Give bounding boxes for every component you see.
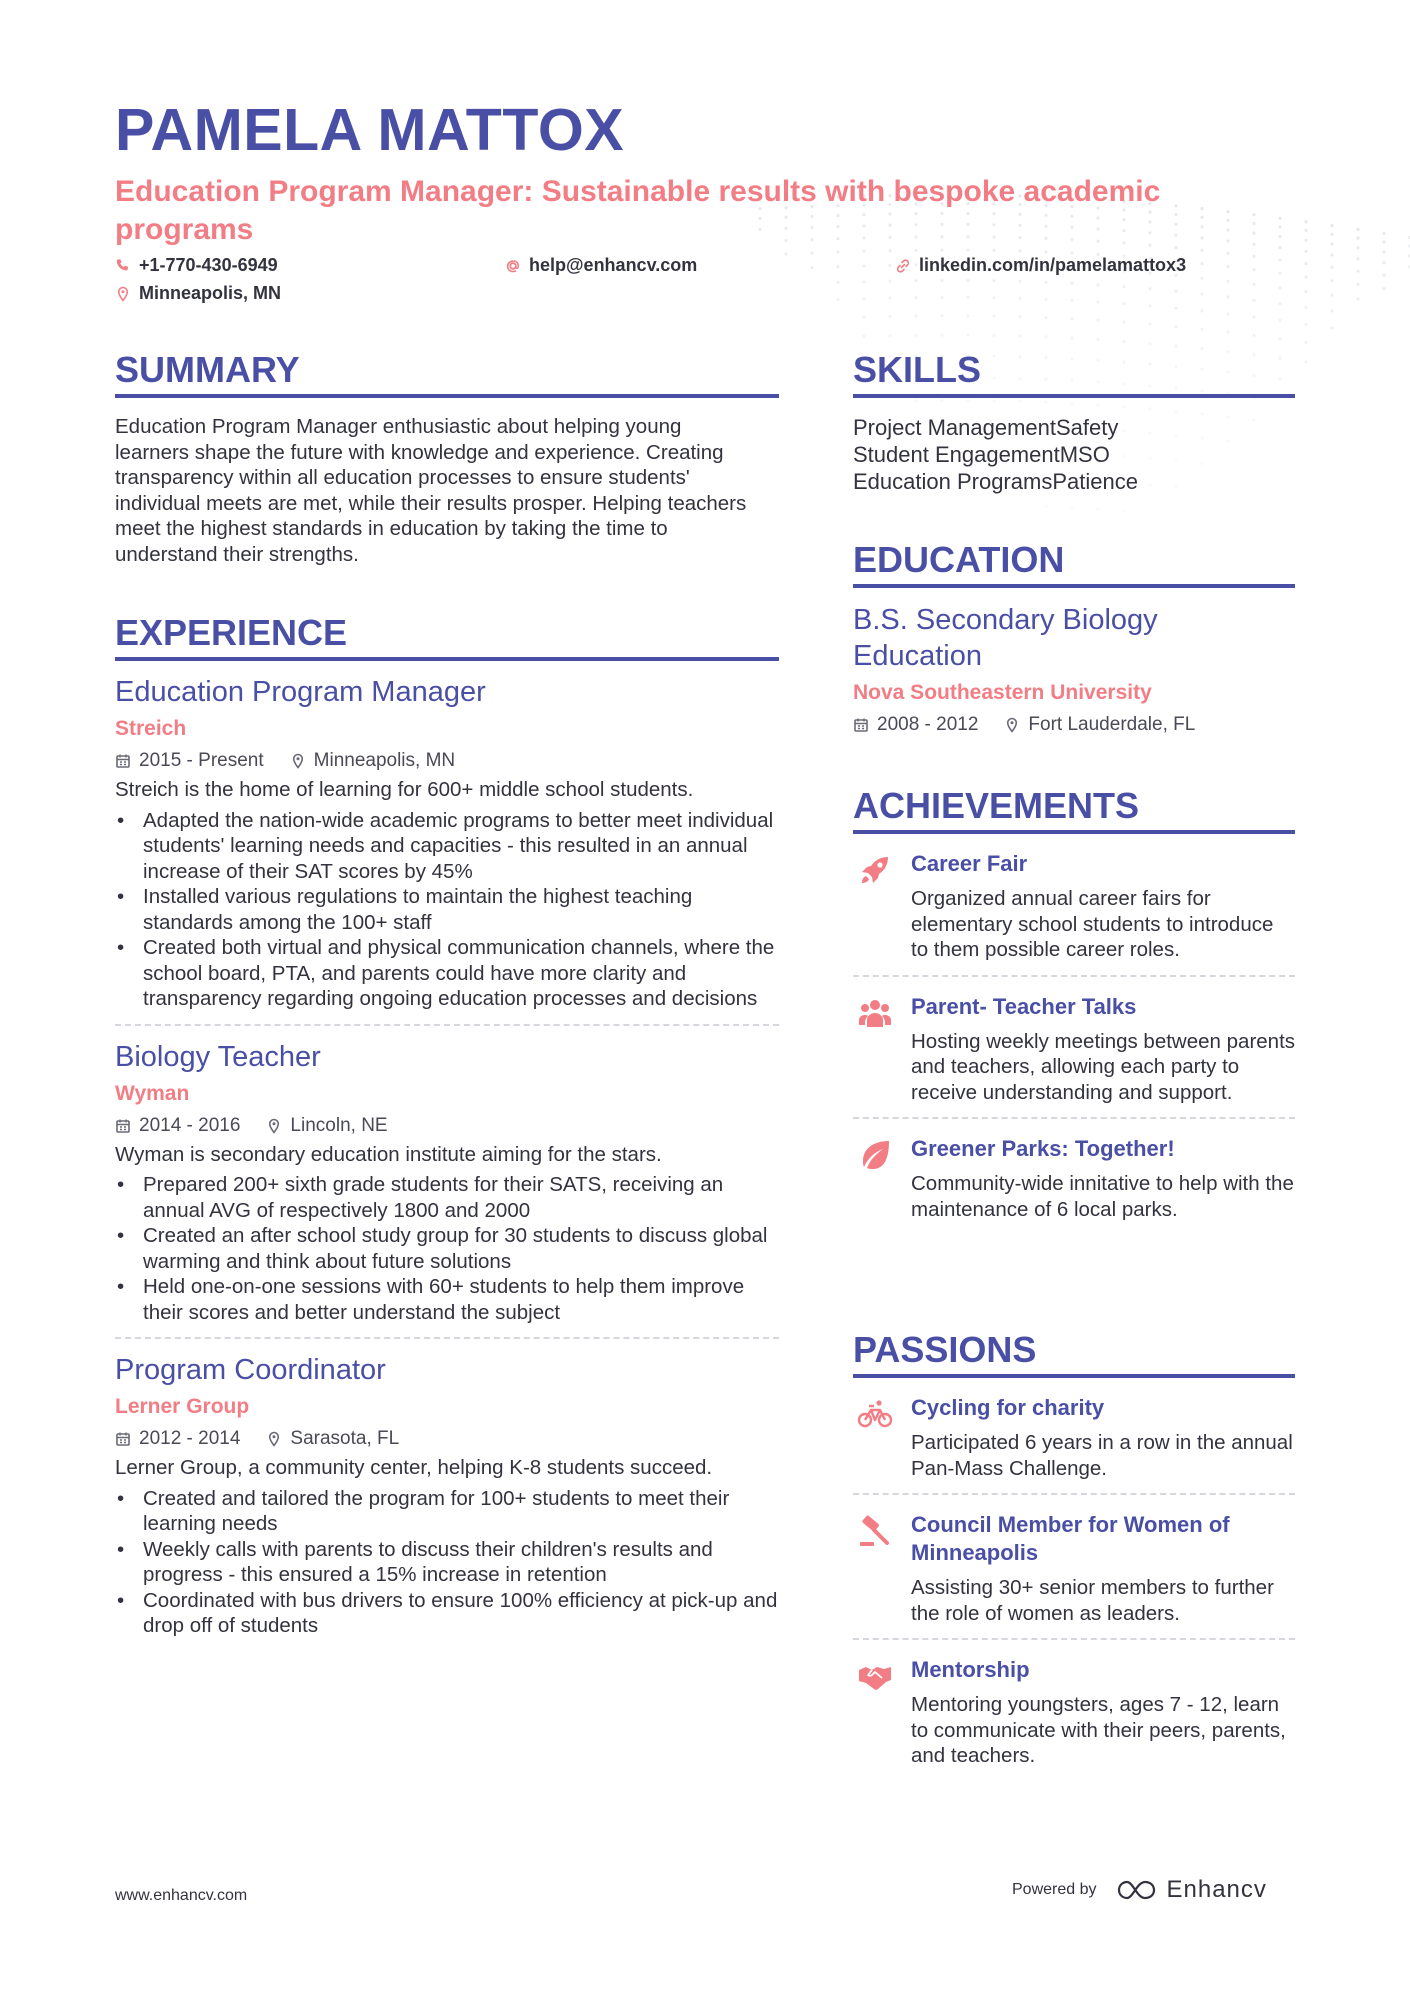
entry-divider: [853, 1638, 1295, 1640]
handshake-icon: [857, 1658, 893, 1694]
contact-linkedin[interactable]: [895, 255, 1186, 276]
summary-text: Education Program Manager enthusiastic about helping young learners shape the future with knowledge and experience. Creating transparency within all education processes to ensure students' individual meets are met, while their results prosper. Helping teachers meet the highest standards in education by taking the time to understand their strengths.: [115, 415, 747, 566]
education-meta: [853, 713, 1295, 737]
job-location-text: Sarasota, FL: [290, 1428, 400, 1449]
achievements-title: ACHIEVEMENTS: [853, 785, 1140, 826]
passions-title: PASSIONS: [853, 1329, 1037, 1370]
achievement-title: Parent- Teacher Talks: [911, 993, 1137, 1019]
achievement-desc: Community-wide innitative to help with the maintenance of 6 local parks.: [911, 1172, 1294, 1221]
entry-divider: [115, 1337, 779, 1339]
rocket-icon: [857, 852, 893, 888]
location-pin-icon: [266, 1118, 282, 1134]
phone-number: +1-770-430-6949: [139, 255, 278, 275]
company-name: Lerner Group: [115, 1395, 250, 1418]
passion-item: [853, 1394, 1295, 1481]
job-role: Program Coordinator: [115, 1354, 386, 1386]
education-dates: [853, 713, 978, 737]
headline: Education Program Manager: Sustainable results with bespoke academic programs: [115, 175, 1161, 246]
achievement-title: Career Fair: [911, 851, 1028, 876]
footer-branding: [1012, 1876, 1267, 1904]
job-dates-text: 2012 - 2014: [139, 1428, 241, 1449]
section-divider: [853, 1374, 1295, 1378]
job-dates: [115, 1114, 240, 1138]
job-meta: [115, 1427, 779, 1451]
job-bullet: • Installed various regulations to maintain the highest teaching standards among the 100+ staff: [115, 884, 785, 935]
passion-title: Cycling for charity: [911, 1395, 1105, 1420]
passion-title: Mentorship: [911, 1657, 1030, 1682]
skills-title: SKILLS: [853, 349, 982, 390]
skills-section: [853, 350, 1295, 495]
job-bullet: • Held one-on-one sessions with 60+ students to help them improve their scores and better understand the subject: [115, 1274, 785, 1325]
experience-entry: [115, 1040, 779, 1326]
achievement-item: [853, 993, 1295, 1106]
entry-divider: [115, 1024, 779, 1026]
enhancv-logo-icon: [1115, 1878, 1159, 1902]
calendar-icon: [115, 753, 131, 769]
experience-entry: [115, 1353, 779, 1639]
job-description: Wyman is secondary education institute aiming for the stars.: [115, 1142, 662, 1166]
candidate-name: PAMELA MATTOX: [115, 97, 625, 163]
job-bullets: [115, 1486, 785, 1639]
passion-desc: Assisting 30+ senior members to further the role of women as leaders.: [911, 1576, 1274, 1625]
contact-email[interactable]: [505, 255, 697, 276]
job-bullet: • Weekly calls with parents to discuss their children's results and progress - this ensured a 15% increase in retention: [115, 1537, 785, 1588]
skills-list: [853, 414, 1295, 495]
passion-desc: Participated 6 years in a row in the annual Pan-Mass Challenge.: [911, 1431, 1293, 1480]
job-bullets: [115, 808, 785, 1012]
job-dates: [115, 1427, 240, 1451]
education-dates-text: 2008 - 2012: [877, 714, 979, 735]
at-icon: [505, 258, 521, 274]
skill-line: Education ProgramsPatience: [853, 469, 1138, 494]
education-section: [853, 540, 1295, 737]
brand-name: Enhancv: [1166, 1876, 1267, 1903]
section-divider: [853, 394, 1295, 398]
company-name: Streich: [115, 717, 187, 740]
summary-section: [115, 350, 779, 567]
job-bullet: • Created both virtual and physical communication channels, where the school board, PTA, and parents could have more clarity and transparency regarding ongoing education processes and decisions: [115, 935, 785, 1012]
experience-entry: [115, 675, 779, 1012]
job-bullet: • Prepared 200+ sixth grade students for their SATS, receiving an annual AVG of respectively 1800 and 2000: [115, 1172, 785, 1223]
passion-item: [853, 1511, 1295, 1626]
job-bullet: • Coordinated with bus drivers to ensure 100% efficiency at pick-up and drop off of students: [115, 1588, 785, 1639]
job-dates-text: 2015 - Present: [139, 750, 264, 771]
link-icon: [895, 258, 911, 274]
job-location-text: Minneapolis, MN: [313, 750, 456, 771]
contact-phone[interactable]: [115, 255, 278, 276]
powered-by-label: Powered by: [1012, 1881, 1097, 1898]
location-text: Minneapolis, MN: [139, 283, 282, 303]
location-pin-icon: [1004, 717, 1020, 733]
achievement-item: [853, 1135, 1295, 1222]
location-pin-icon: [290, 753, 306, 769]
achievements-section: [853, 786, 1295, 1222]
job-location: [266, 1114, 387, 1138]
email-address: help@enhancv.com: [529, 255, 698, 275]
people-icon: [857, 995, 893, 1031]
experience-title: EXPERIENCE: [115, 612, 348, 653]
brand-logo[interactable]: [1115, 1876, 1267, 1904]
gavel-icon: [857, 1513, 893, 1549]
school-name: Nova Southeastern University: [853, 681, 1152, 704]
job-description: Lerner Group, a community center, helping K-8 students succeed.: [115, 1456, 713, 1479]
entry-divider: [853, 1117, 1295, 1119]
leaf-icon: [857, 1137, 893, 1173]
section-divider: [115, 394, 779, 398]
phone-icon: [115, 258, 131, 274]
job-bullet: • Created and tailored the program for 100+ students to meet their learning needs: [115, 1486, 785, 1537]
location-pin-icon: [266, 1431, 282, 1447]
calendar-icon: [853, 717, 869, 733]
skill-line: Student EngagementMSO: [853, 442, 1110, 467]
achievement-desc: Hosting weekly meetings between parents and teachers, allowing each party to receive understanding and support.: [911, 1029, 1296, 1104]
entry-divider: [853, 1493, 1295, 1495]
linkedin-url: linkedin.com/in/pamelamattox3: [919, 255, 1187, 275]
education-title: EDUCATION: [853, 539, 1065, 580]
section-divider: [853, 830, 1295, 834]
job-dates-text: 2014 - 2016: [139, 1114, 241, 1136]
education-location-text: Fort Lauderdale, FL: [1028, 714, 1196, 735]
passion-item: [853, 1656, 1295, 1769]
achievement-desc: Organized annual career fairs for elementary school students to introduce to them possible career roles.: [911, 887, 1274, 961]
contact-location: [115, 283, 281, 304]
location-pin-icon: [115, 286, 131, 302]
passion-desc: Mentoring youngsters, ages 7 - 12, learn to communicate with their peers, parents, and teachers.: [911, 1693, 1286, 1767]
calendar-icon: [115, 1431, 131, 1447]
job-bullet: • Created an after school study group for 30 students to discuss global warming and think about future solutions: [115, 1223, 785, 1274]
job-description: Streich is the home of learning for 600+ middle school students.: [115, 778, 694, 801]
skill-line: Project ManagementSafety: [853, 415, 1119, 440]
job-location: [266, 1427, 399, 1451]
section-divider: [853, 584, 1295, 588]
achievement-item: [853, 850, 1295, 963]
calendar-icon: [115, 1118, 131, 1134]
achievement-title: Greener Parks: Together!: [911, 1136, 1175, 1161]
company-name: Wyman: [115, 1081, 190, 1105]
job-location: [290, 749, 456, 773]
entry-divider: [853, 975, 1295, 977]
experience-section: [115, 613, 779, 1639]
bicycle-icon: [857, 1396, 893, 1432]
passion-title: Council Member for Women of Minneapolis: [911, 1512, 1230, 1565]
footer-website[interactable]: www.enhancv.com: [115, 1887, 248, 1904]
passions-section: [853, 1330, 1295, 1769]
job-location-text: Lincoln, NE: [290, 1114, 388, 1136]
section-divider: [115, 657, 779, 661]
job-bullet: • Adapted the nation-wide academic programs to better meet individual students' learning needs and capacities - this resulted in an annual increase of their SAT scores by 45%: [115, 808, 785, 885]
education-location: [1004, 713, 1195, 737]
job-meta: [115, 749, 779, 773]
job-bullets: [115, 1172, 785, 1325]
summary-title: SUMMARY: [115, 349, 300, 390]
degree-title: B.S. Secondary Biology Education: [853, 604, 1158, 672]
job-dates: [115, 749, 264, 773]
job-meta: [115, 1114, 779, 1138]
job-role: Biology Teacher: [115, 1040, 321, 1073]
job-role: Education Program Manager: [115, 676, 486, 708]
